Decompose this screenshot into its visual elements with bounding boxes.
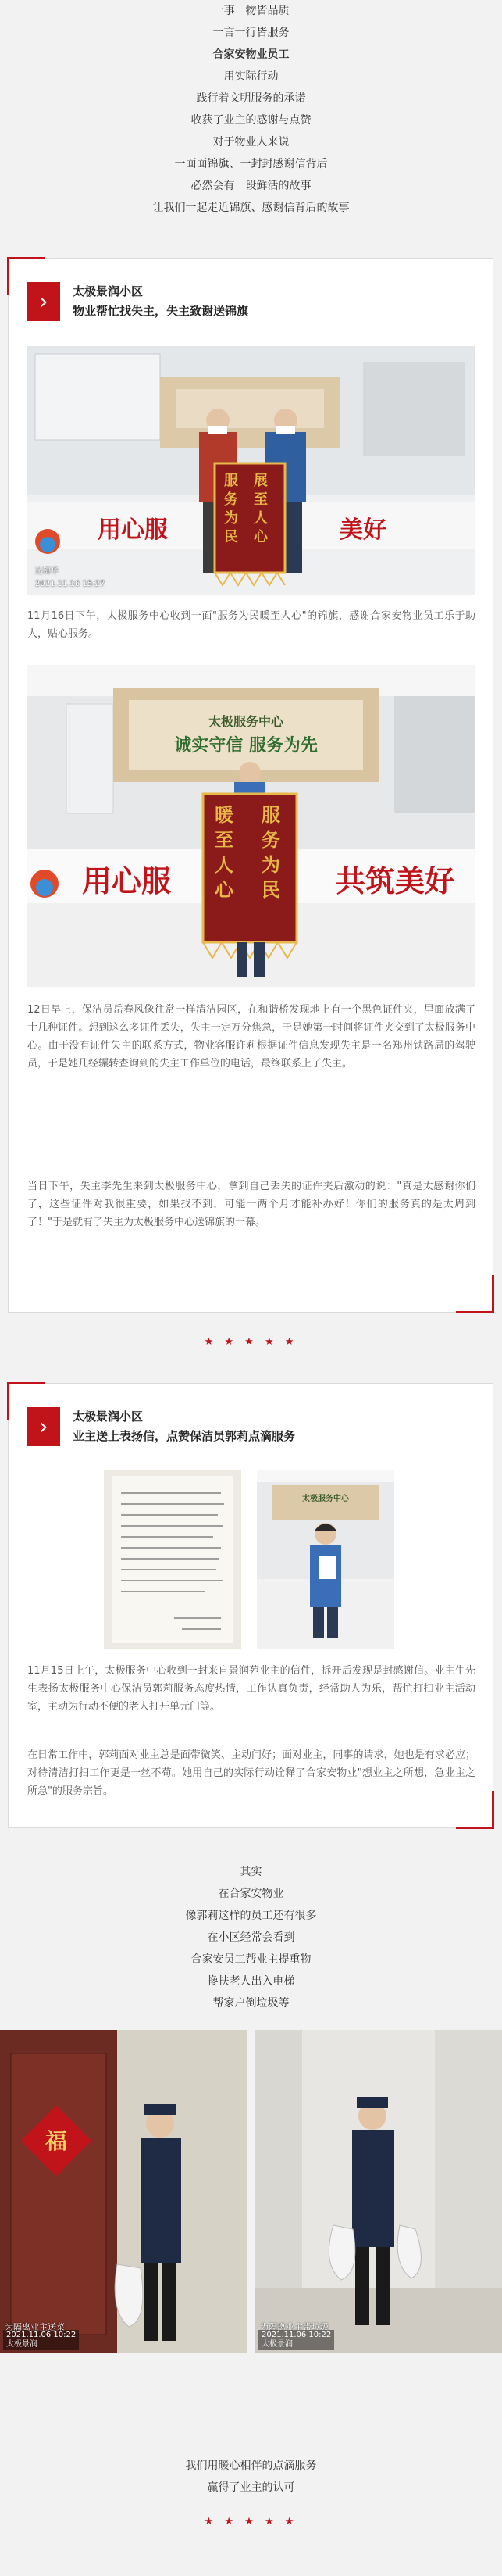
intro-line: 对于物业人来说 <box>212 136 290 148</box>
photo-timestamp <box>3 2330 79 2350</box>
closing-lines <box>0 2455 502 2499</box>
closing-line: 我们用暖心相伴的点滴服务 <box>185 2460 317 2472</box>
photo-caption: 为隔离业主送菜 <box>5 2322 65 2332</box>
svg-text:心: 心 <box>254 529 268 545</box>
board-title: 太极服务中心 <box>208 714 284 729</box>
chevron-right-icon: › <box>27 282 60 321</box>
photo-carrying-trash-scene <box>255 2030 502 2353</box>
service-sign-text: 用心服 <box>98 516 168 544</box>
footer-line: 在合家安物业 <box>218 1888 284 1900</box>
intro-line: 收获了业主的感谢与点赞 <box>190 114 312 127</box>
photo-thank-letter <box>104 1470 241 1649</box>
story-card-letter <box>8 1383 493 1828</box>
svg-text:为: 为 <box>224 510 238 527</box>
stamp-time: 2021.11.06 10:22 <box>6 2331 77 2339</box>
svg-text:人: 人 <box>254 510 268 527</box>
svg-text:民: 民 <box>262 878 280 901</box>
svg-text:共筑美好: 共筑美好 <box>336 863 455 899</box>
photo-flag-handover-scene <box>27 346 475 595</box>
photo-timestamp <box>258 2330 334 2350</box>
footer-line: 搀扶老人出入电梯 <box>207 1975 295 1988</box>
intro-line: 必然会有一段鲜活的故事 <box>190 180 312 192</box>
intro-line: 一事一物皆品质 <box>212 5 290 17</box>
photo-delivering-groceries <box>0 2030 247 2353</box>
card1-paragraph: 11月16日下午，太极服务中心收到一面"服务为民暖至人心"的锦旗，感谢合家安物业员工乐于助人，贴心服务。 <box>27 610 475 640</box>
intro-line: 合家安物业员工 <box>212 48 290 61</box>
stamp-place: 太极景润 <box>6 2340 37 2349</box>
svg-text:至: 至 <box>215 828 233 851</box>
svg-text:务: 务 <box>262 828 280 851</box>
closing-line: 赢得了业主的认可 <box>207 2481 295 2494</box>
svg-text:服: 服 <box>262 803 280 826</box>
footer-line: 帮家户倒垃圾等 <box>212 1997 290 2010</box>
svg-text:用心服: 用心服 <box>82 863 172 899</box>
intro-section <box>0 0 502 219</box>
card1-paragraph: 12日早上，保洁员岳春风像往常一样清洁园区，在和谐桥发现地上有一个黑色证件夹，里面放满了十几种证件。想到这么多证件丢失，失主一定万分焦急，于是她第一时间将证件夹交到了太极服务中心。由于没有证件失主的联系方式，物业客服许莉根据证件信息发现失主是一名郑州铁路局的驾驶员，于是她几经辗转查询到的失主工作单位的电话，最终联系上了失主。 <box>27 1004 475 1070</box>
photo-carrying-trash <box>255 2030 502 2353</box>
svg-text:务: 务 <box>224 491 238 508</box>
stamp-time: 2021.11.06 10:22 <box>262 2331 332 2339</box>
card-title <box>73 282 447 321</box>
svg-text:暖: 暖 <box>215 803 233 826</box>
photo-cleaner-letter-scene <box>257 1470 394 1649</box>
footer-line: 合家安员工帮业主提重物 <box>190 1953 312 1966</box>
intro-line: 一面面锦旗、一封封感谢信背后 <box>174 158 328 170</box>
photo-delivering-groceries-scene <box>0 2030 247 2353</box>
card-title <box>73 1407 447 1446</box>
handwritten-letter <box>104 1470 241 1649</box>
chevron-right-icon: › <box>27 1407 60 1446</box>
svg-text:至: 至 <box>254 491 268 508</box>
svg-text:展: 展 <box>254 473 268 489</box>
footer-lines <box>0 1861 502 2014</box>
photo-cleaner-letter <box>257 1470 394 1649</box>
photo-flag-cleaner <box>27 665 475 987</box>
board-title: 太极服务中心 <box>302 1495 349 1503</box>
photo-stamp: 2021.11.16 15:27 <box>35 580 105 588</box>
card-title-line1: 太极景润小区 <box>73 1409 144 1424</box>
intro-line: 让我们一起走近锦旗、感谢信背后的故事 <box>152 202 350 214</box>
svg-text:心: 心 <box>215 878 233 901</box>
photo-logo-text: 达锦华 <box>35 567 59 576</box>
photo-flag-handover <box>27 346 475 595</box>
card-title-line2: 业主送上表扬信，点赞保洁员郭莉点滴服务 <box>73 1429 296 1443</box>
intro-line: 一言一行皆服务 <box>212 27 290 39</box>
card2-paragraph: 11月15日上午，太极服务中心收到一封来自景润苑业主的信件，拆开后发现是封感谢信。业主牛先生表扬太极服务中心保洁员郭莉服务态度热情，工作认真负责，经常助人为乐，帮忙打扫业主活动室，主动为行动不便的老人打开单元门等。 <box>27 1665 475 1713</box>
card1-paragraph: 当日下午，失主李先生来到太极服务中心，拿到自己丢失的证件夹后激动的说："真是太感谢你们了，这些证件对我很重要，如果找不到，可能一两个月才能补办好！你们的服务真的是太周到了！"于是就有了失主为太极服务中心送锦旗的一幕。 <box>27 1181 475 1228</box>
star-divider: ★ ★ ★ ★ ★ <box>204 1336 298 1348</box>
footer-line: 其实 <box>240 1866 262 1878</box>
card-title-line1: 太极景润小区 <box>73 284 144 298</box>
footer-line: 像郭莉这样的员工还有很多 <box>185 1910 317 1922</box>
card-title-line2: 物业帮忙找失主，失主致谢送锦旗 <box>73 304 249 318</box>
svg-text:美好: 美好 <box>340 516 386 544</box>
svg-text:人: 人 <box>215 853 233 876</box>
photo-caption: 为隔离业主带垃圾 <box>260 2322 329 2332</box>
star-divider: ★ ★ ★ ★ ★ <box>204 2516 298 2528</box>
stamp-place: 太极景润 <box>262 2340 293 2349</box>
board-slogan: 诚实守信 服务为先 <box>174 735 318 756</box>
svg-text:民: 民 <box>224 529 238 545</box>
story-card-flag <box>8 258 493 1313</box>
door-fu-char: 福 <box>45 2128 68 2154</box>
card2-paragraph: 在日常工作中，郭莉面对业主总是面带微笑、主动问好；面对业主，同事的请求，她也是有求必应；对待清洁打扫工作更是一丝不苟。她用自己的实际行动诠释了合家安物业"想业主之所想，急业主之所急"的服务宗旨。 <box>27 1749 475 1797</box>
intro-line: 践行着文明服务的承诺 <box>196 92 306 105</box>
photo-flag-cleaner-scene <box>27 665 475 987</box>
svg-text:为: 为 <box>262 853 280 876</box>
svg-text:服: 服 <box>224 473 238 489</box>
intro-line: 用实际行动 <box>223 70 279 83</box>
footer-line: 在小区经常会看到 <box>207 1931 295 1944</box>
card-corner <box>456 1275 494 1313</box>
